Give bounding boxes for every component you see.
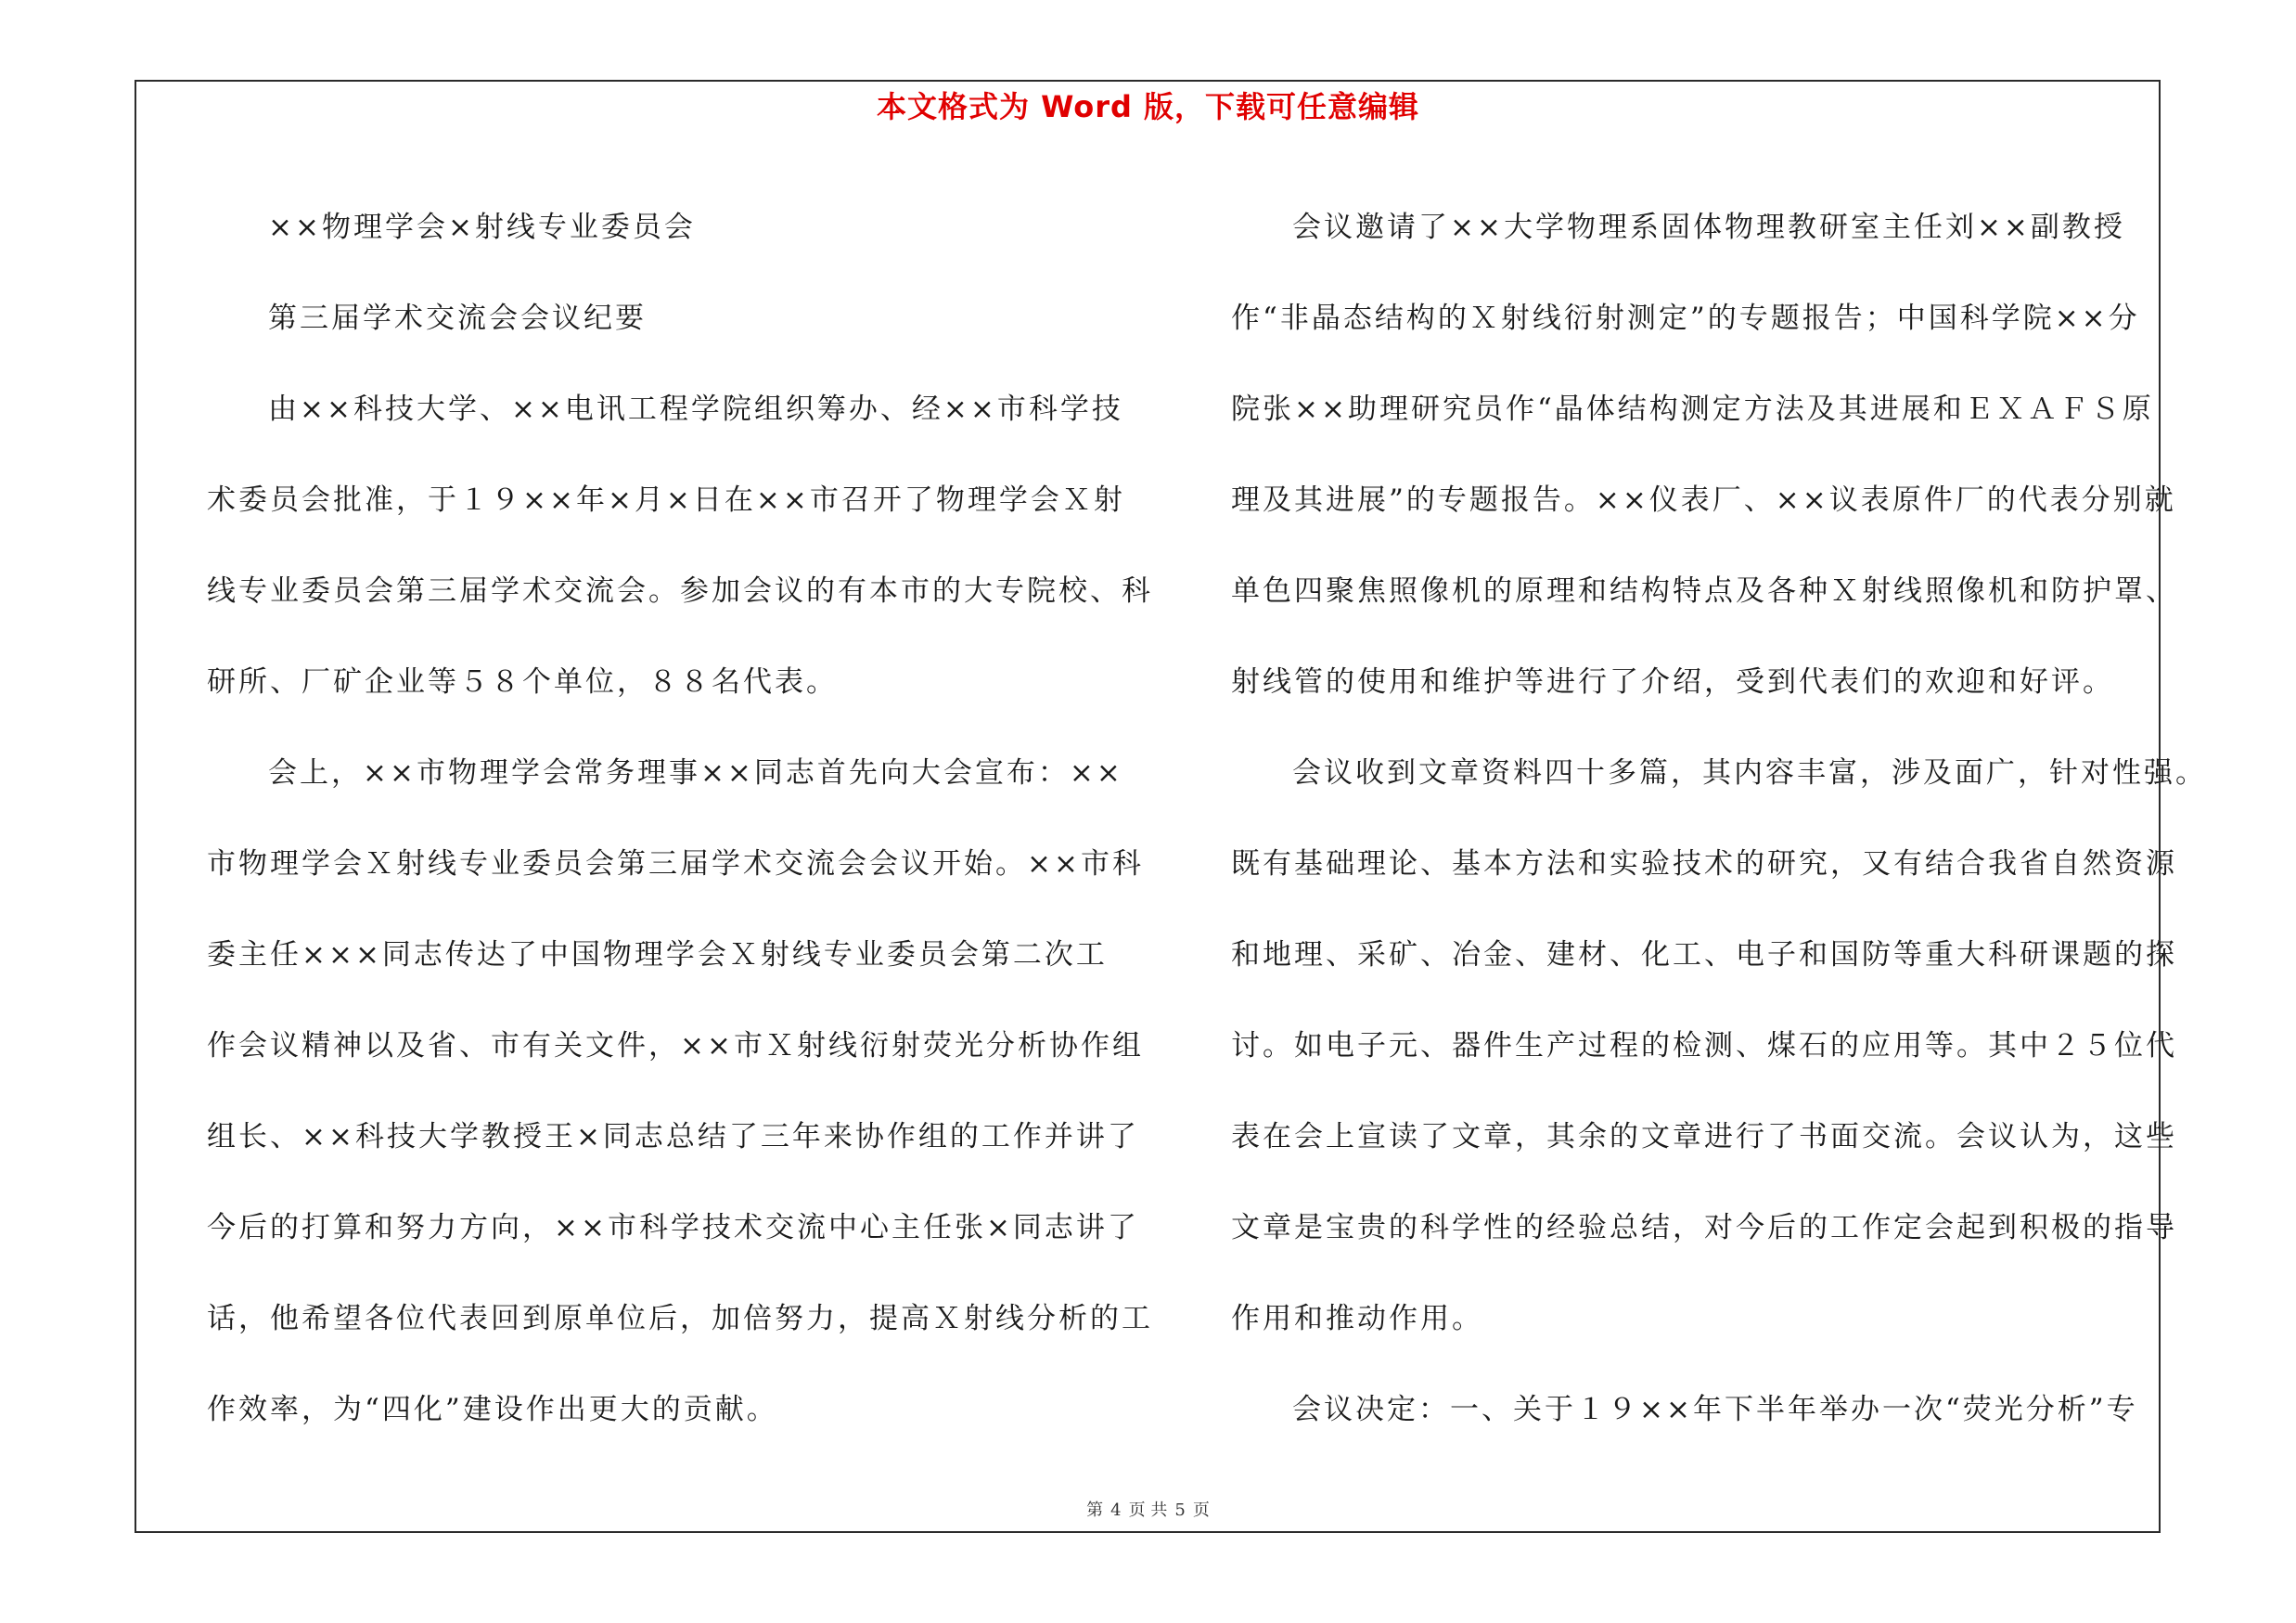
text-line: 线专业委员会第三届学术交流会。参加会议的有本市的大专院校、科 <box>207 574 1153 608</box>
text-line: ××物理学会×射线专业委员会 <box>268 211 696 244</box>
text-line: 和地理、采矿、冶金、建材、化工、电子和国防等重大科研课题的探 <box>1231 938 2177 972</box>
current-page-number: 4 <box>1110 1501 1122 1520</box>
text-line: 委主任×××同志传达了中国物理学会Ｘ射线专业委员会第二次工 <box>207 938 1108 972</box>
left-text-column <box>207 182 1153 1455</box>
footer-middle: 页 共 <box>1128 1501 1168 1520</box>
word-format-banner: 本文格式为 Word 版，下载可任意编辑 <box>876 89 1420 124</box>
text-line: 第三届学术交流会会议纪要 <box>268 302 647 335</box>
text-line: 话，他希望各位代表回到原单位后，加倍努力，提高Ｘ射线分析的工 <box>207 1302 1153 1335</box>
text-line: 会议收到文章资料四十多篇，其内容丰富，涉及面广，针对性强。 <box>1292 756 2207 790</box>
text-line: 射线管的使用和维护等进行了介绍，受到代表们的欢迎和好评。 <box>1231 665 2114 699</box>
footer-suffix: 页 <box>1192 1501 1210 1520</box>
text-line: 作“非晶态结构的Ｘ射线衍射测定”的专题报告；中国科学院××分 <box>1231 302 2140 335</box>
text-line: 理及其进展”的专题报告。××仪表厂、××议表原件厂的代表分别就 <box>1231 483 2176 517</box>
footer-prefix: 第 <box>1086 1501 1104 1520</box>
text-line: 由××科技大学、××电讯工程学院组织筹办、经××市科学技 <box>268 393 1123 426</box>
total-page-count: 5 <box>1174 1501 1186 1520</box>
text-line: 术委员会批准，于１９××年×月×日在××市召开了物理学会Ｘ射 <box>207 483 1125 517</box>
text-line: 今后的打算和努力方向，××市科学技术交流中心主任张×同志讲了 <box>207 1211 1139 1244</box>
text-line: 会议邀请了××大学物理系固体物理教研室主任刘××副教授 <box>1292 211 2125 244</box>
text-line: 会议决定：一、关于１９××年下半年举办一次“荧光分析”专 <box>1292 1393 2138 1426</box>
right-text-column <box>1231 182 2207 1455</box>
text-line: 市物理学会Ｘ射线专业委员会第三届学术交流会会议开始。××市科 <box>207 847 1144 881</box>
text-line: 单色四聚焦照像机的原理和结构特点及各种Ｘ射线照像机和防护罩、 <box>1231 574 2177 608</box>
text-line: 组长、××科技大学教授王×同志总结了三年来协作组的工作并讲了 <box>207 1120 1139 1153</box>
text-line: 作会议精神以及省、市有关文件，××市Ｘ射线衍射荧光分析协作组 <box>207 1029 1144 1063</box>
text-line: 作效率，为“四化”建设作出更大的贡献。 <box>207 1393 778 1426</box>
text-line: 会上，××市物理学会常务理事××同志首先向大会宣布：×× <box>268 756 1123 790</box>
text-line: 研所、厂矿企业等５８个单位，８８名代表。 <box>207 665 838 699</box>
page-number-footer <box>0 1497 2296 1521</box>
text-line: 院张××助理研究员作“晶体结构测定方法及其进展和ＥＸＡＦＳ原 <box>1231 393 2154 426</box>
text-line: 既有基础理论、基本方法和实验技术的研究，又有结合我省自然资源 <box>1231 847 2177 881</box>
text-line: 表在会上宣读了文章，其余的文章进行了书面交流。会议认为，这些 <box>1231 1120 2177 1153</box>
text-line: 作用和推动作用。 <box>1231 1302 1483 1335</box>
text-line: 讨。如电子元、器件生产过程的检测、煤石的应用等。其中２５位代 <box>1231 1029 2177 1063</box>
text-line: 文章是宝贵的科学性的经验总结，对今后的工作定会起到积极的指导 <box>1231 1211 2177 1244</box>
